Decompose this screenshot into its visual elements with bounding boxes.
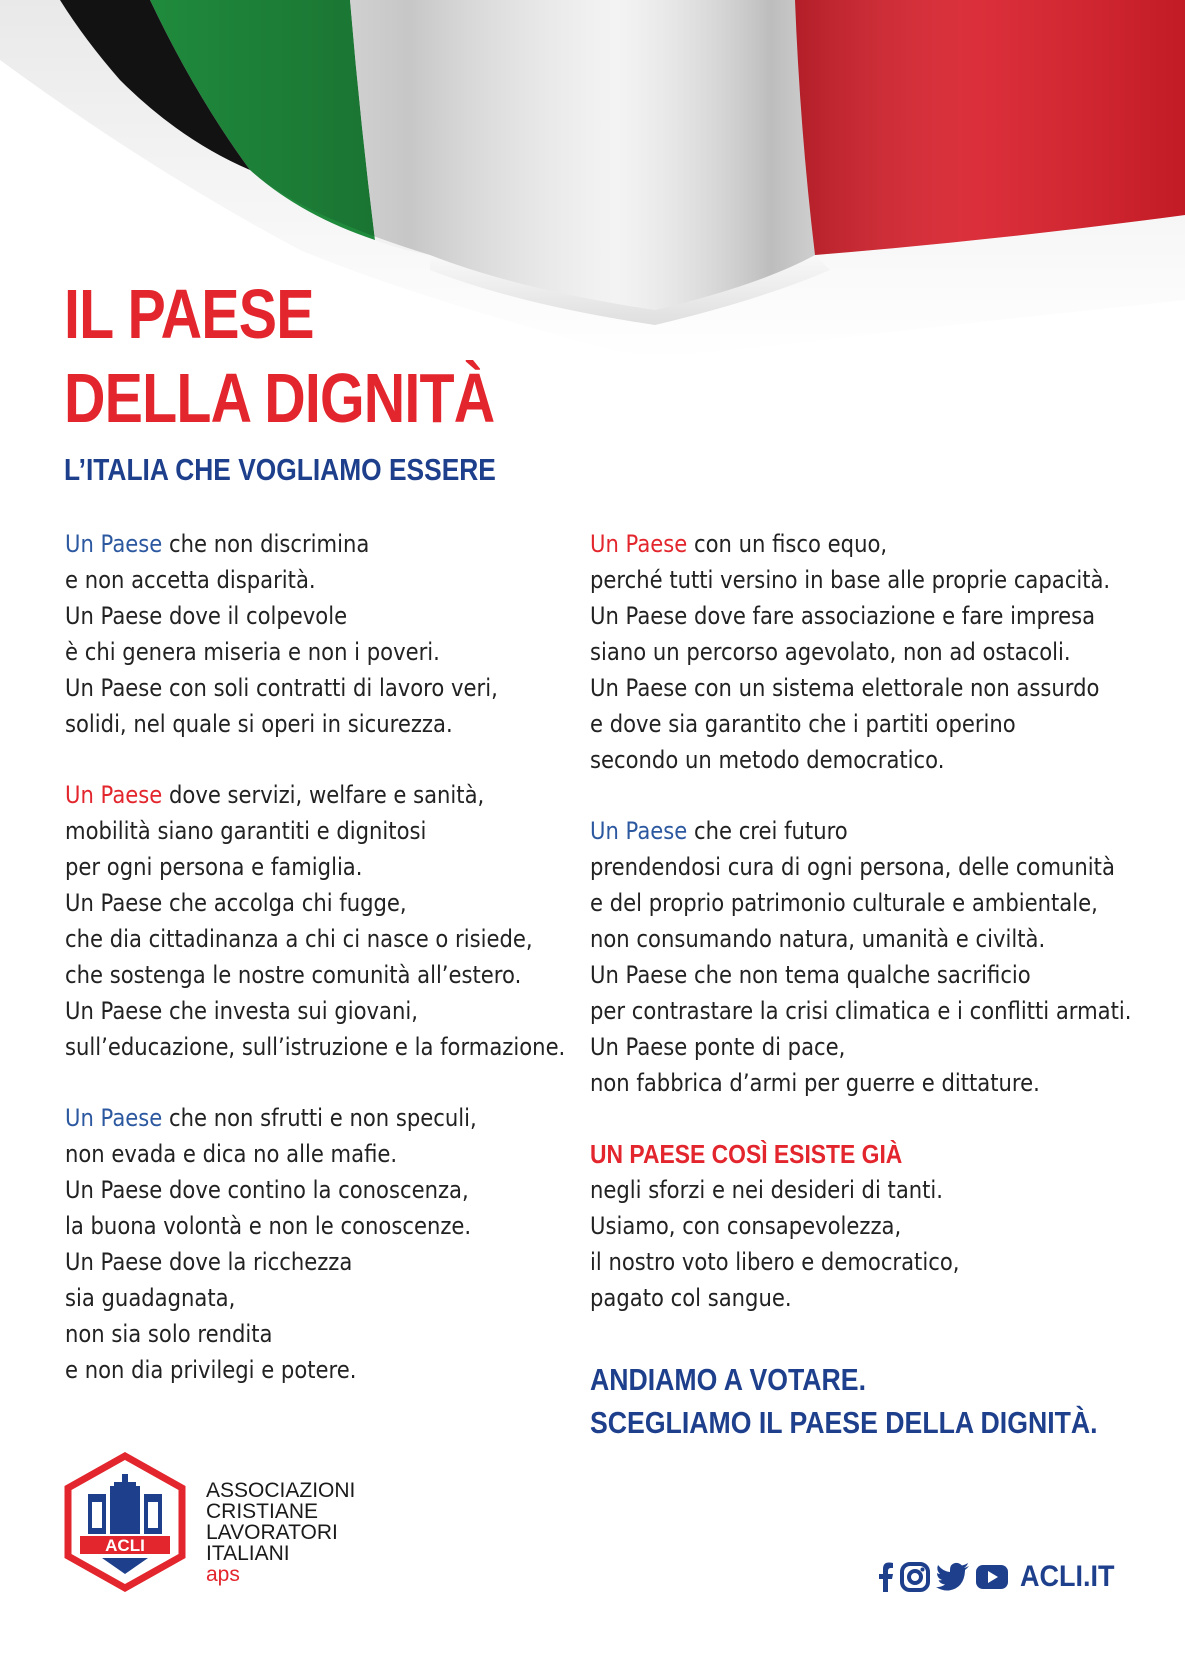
text-line: prendendosi cura di ogni persona, delle comunità [590, 853, 1115, 881]
text-line: e del proprio patrimonio culturale e ambientale, [590, 889, 1098, 917]
text-line: è chi genera miseria e non i poveri. [65, 638, 440, 666]
text-line: con un fisco equo, [687, 530, 888, 558]
text-line: dove servizi, welfare e sanità, [162, 781, 485, 809]
text-line: che crei futuro [687, 817, 848, 845]
page-title [64, 272, 494, 440]
text-line: secondo un metodo democratico. [590, 746, 945, 774]
paragraph [65, 777, 584, 1065]
text-line: mobilità siano garantiti e dignitosi [65, 817, 427, 845]
logo-text: ACLI [105, 1536, 145, 1555]
facebook-icon[interactable] [876, 1562, 894, 1592]
cta-line: SCEGLIAMO IL PAESE DELLA DIGNITÀ. [590, 1405, 1098, 1440]
website-link[interactable]: ACLI.IT [1020, 1560, 1115, 1593]
keyword: Un Paese [65, 530, 163, 558]
text-line: Usiamo, con consapevolezza, [590, 1212, 902, 1240]
twitter-icon[interactable] [936, 1562, 970, 1592]
keyword: Un Paese [590, 817, 688, 845]
text-line: Un Paese dove il colpevole [65, 602, 348, 630]
text-line: Un Paese che accolga chi fugge, [65, 889, 407, 917]
text-line: e dove sia garantito che i partiti operino [590, 710, 1016, 738]
text-line: sull’educazione, sull’istruzione e la formazione. [65, 1033, 566, 1061]
text-line: solidi, nel quale si operi in sicurezza. [65, 710, 453, 738]
text-line: per contrastare la crisi climatica e i conflitti armati. [590, 997, 1132, 1025]
page-subtitle: L’ITALIA CHE VOGLIAMO ESSERE [64, 452, 496, 487]
org-name-line: CRISTIANE [206, 1500, 319, 1523]
text-line: che non sfrutti e non speculi, [162, 1104, 477, 1132]
paragraph [590, 813, 1132, 1101]
right-column [590, 526, 1132, 1351]
paragraph [590, 1136, 1109, 1316]
text-line: non consumando natura, umanità e civiltà. [590, 925, 1046, 953]
text-line: la buona volontà e non le conoscenze. [65, 1212, 472, 1240]
text-line: per ogni persona e famiglia. [65, 853, 363, 881]
text-line: Un Paese dove fare associazione e fare impresa [590, 602, 1096, 630]
text-line: Un Paese con soli contratti di lavoro veri, [65, 674, 498, 702]
text-line: e non dia privilegi e potere. [65, 1356, 357, 1384]
keyword: Un Paese [590, 530, 688, 558]
text-line: pagato col sangue. [590, 1284, 792, 1312]
youtube-icon[interactable] [976, 1565, 1008, 1589]
text-line: Un Paese che non tema qualche sacrificio [590, 961, 1031, 989]
paragraph [590, 526, 1109, 778]
text-line: Un Paese dove la ricchezza [65, 1248, 353, 1276]
text-line: che non discrimina [162, 530, 370, 558]
text-line: Un Paese ponte di pace, [590, 1033, 846, 1061]
paragraph [65, 526, 584, 742]
text-line: e non accetta disparità. [65, 566, 316, 594]
call-to-action [590, 1358, 1098, 1444]
org-suffix: aps [206, 1563, 240, 1586]
paragraph [65, 1100, 584, 1388]
text-line: Un Paese dove contino la conoscenza, [65, 1176, 469, 1204]
section-heading: UN PAESE COSÌ ESISTE GIÀ [590, 1139, 903, 1169]
social-links [876, 1560, 1125, 1594]
organization-name [206, 1480, 355, 1585]
text-line: siano un percorso agevolato, non ad ostacoli. [590, 638, 1071, 666]
left-column [65, 526, 585, 1423]
title-line: IL PAESE [64, 275, 314, 353]
instagram-icon[interactable] [900, 1562, 930, 1592]
text-line: che dia cittadinanza a chi ci nasce o risiede, [65, 925, 533, 953]
text-line: che sostenga le nostre comunità all’estero. [65, 961, 522, 989]
title-line: DELLA DIGNITÀ [64, 359, 495, 437]
text-line: non evada e dica no alle mafie. [65, 1140, 398, 1168]
text-line: negli sforzi e nei desideri di tanti. [590, 1176, 944, 1204]
text-line: sia guadagnata, [65, 1284, 236, 1312]
text-line: non sia solo rendita [65, 1320, 273, 1348]
text-line: non fabbrica d’armi per guerre e dittature. [590, 1069, 1040, 1097]
keyword: Un Paese [65, 1104, 163, 1132]
text-line: Un Paese che investa sui giovani, [65, 997, 418, 1025]
text-line: perché tutti versino in base alle proprie capacità. [590, 566, 1111, 594]
text-line: il nostro voto libero e democratico, [590, 1248, 960, 1276]
keyword: Un Paese [65, 781, 163, 809]
acli-logo [62, 1452, 188, 1592]
org-name-line: ITALIANI [206, 1542, 290, 1565]
org-name-line: ASSOCIAZIONI [206, 1479, 356, 1502]
org-name-line: LAVORATORI [206, 1521, 338, 1544]
text-line: Un Paese con un sistema elettorale non assurdo [590, 674, 1100, 702]
cta-line: ANDIAMO A VOTARE. [590, 1362, 866, 1397]
